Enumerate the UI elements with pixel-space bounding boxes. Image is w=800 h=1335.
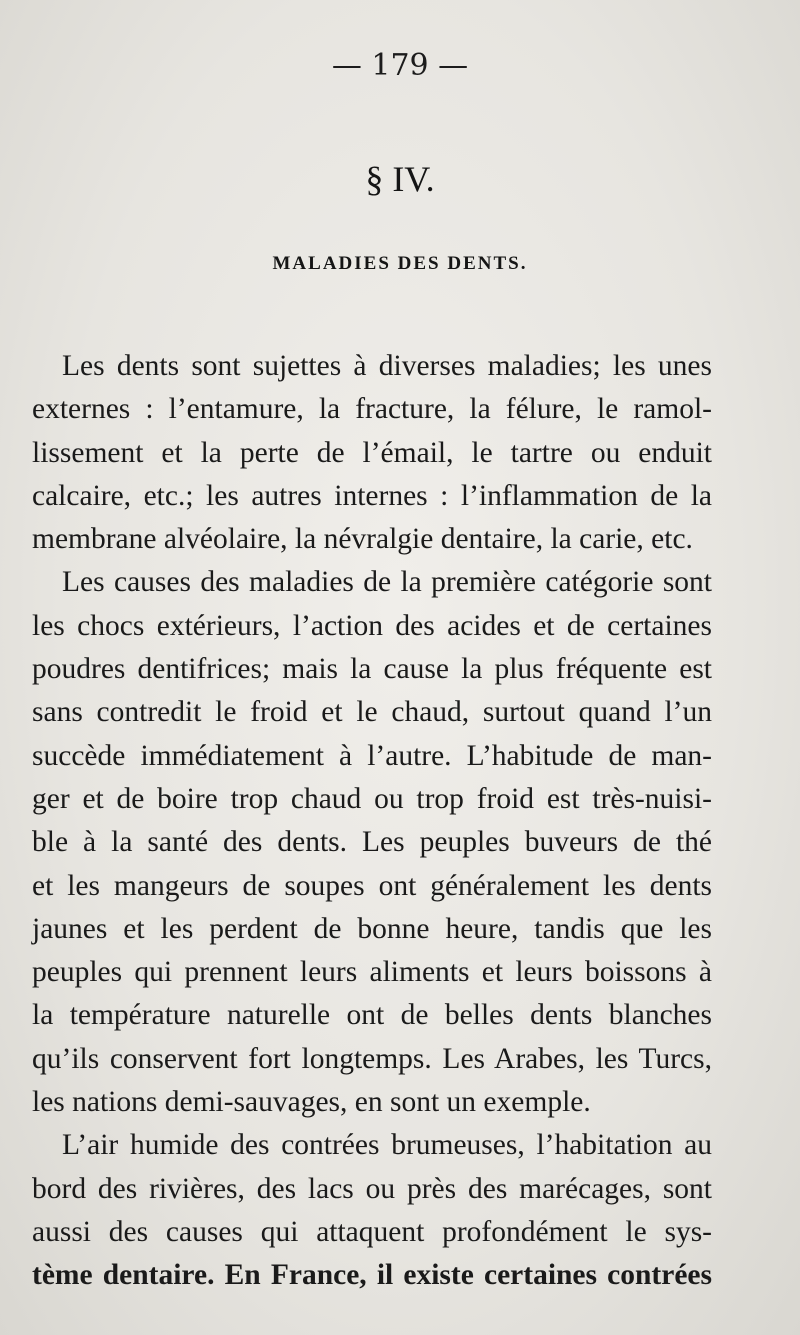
text-line: bord des rivières, des lacs ou près des marécages, sont (32, 1172, 712, 1205)
text-line: externes : l’entamure, la fracture, la félure, le ramol- (32, 393, 712, 426)
text-line: calcaire, etc.; les autres internes : l’inflammation de la (32, 479, 712, 512)
text-line: aussi des causes qui attaquent profondément le sys- (32, 1215, 712, 1248)
text-line: et les mangeurs de soupes ont généralement les dents (32, 869, 712, 902)
text-line: sans contredit le froid et le chaud, surtout quand l’un (32, 696, 712, 729)
text-line: tème dentaire. En France, il existe certaines contrées (32, 1259, 712, 1292)
text-line: lissement et la perte de l’émail, le tartre ou enduit (32, 436, 712, 469)
text-line: ger et de boire trop chaud ou trop froid est très-nuisi- (32, 782, 712, 815)
text-line: les nations demi-sauvages, en sont un exemple. (32, 1086, 591, 1119)
text-line: qu’ils conservent fort longtemps. Les Arabes, les Turcs, (32, 1042, 712, 1075)
text-line: L’air humide des contrées brumeuses, l’habitation au (62, 1129, 712, 1162)
text-line: la température naturelle ont de belles dents blanches (32, 999, 712, 1032)
text-line: membrane alvéolaire, la névralgie dentaire, la carie, etc. (32, 523, 693, 556)
text-line: ble à la santé des dents. Les peuples buveurs de thé (32, 826, 712, 859)
chapter-title: MALADIES DES DENTS. (272, 253, 528, 274)
text-line: Les causes des maladies de la première catégorie sont (62, 566, 712, 599)
text-line: peuples qui prennent leurs aliments et leurs boissons à (32, 956, 712, 989)
page-number: — 179 — (331, 48, 469, 83)
text-line: Les dents sont sujettes à diverses maladies; les unes (62, 350, 712, 382)
text-line: les chocs extérieurs, l’action des acides et de certaines (32, 609, 712, 642)
section-heading: § IV. (365, 159, 435, 199)
text-line: jaunes et les perdent de bonne heure, tandis que les (32, 912, 712, 945)
text-line: poudres dentifrices; mais la cause la plus fréquente est (32, 653, 712, 686)
text-line: succède immédiatement à l’autre. L’habitude de man- (32, 739, 712, 772)
body-text (32, 345, 712, 1298)
